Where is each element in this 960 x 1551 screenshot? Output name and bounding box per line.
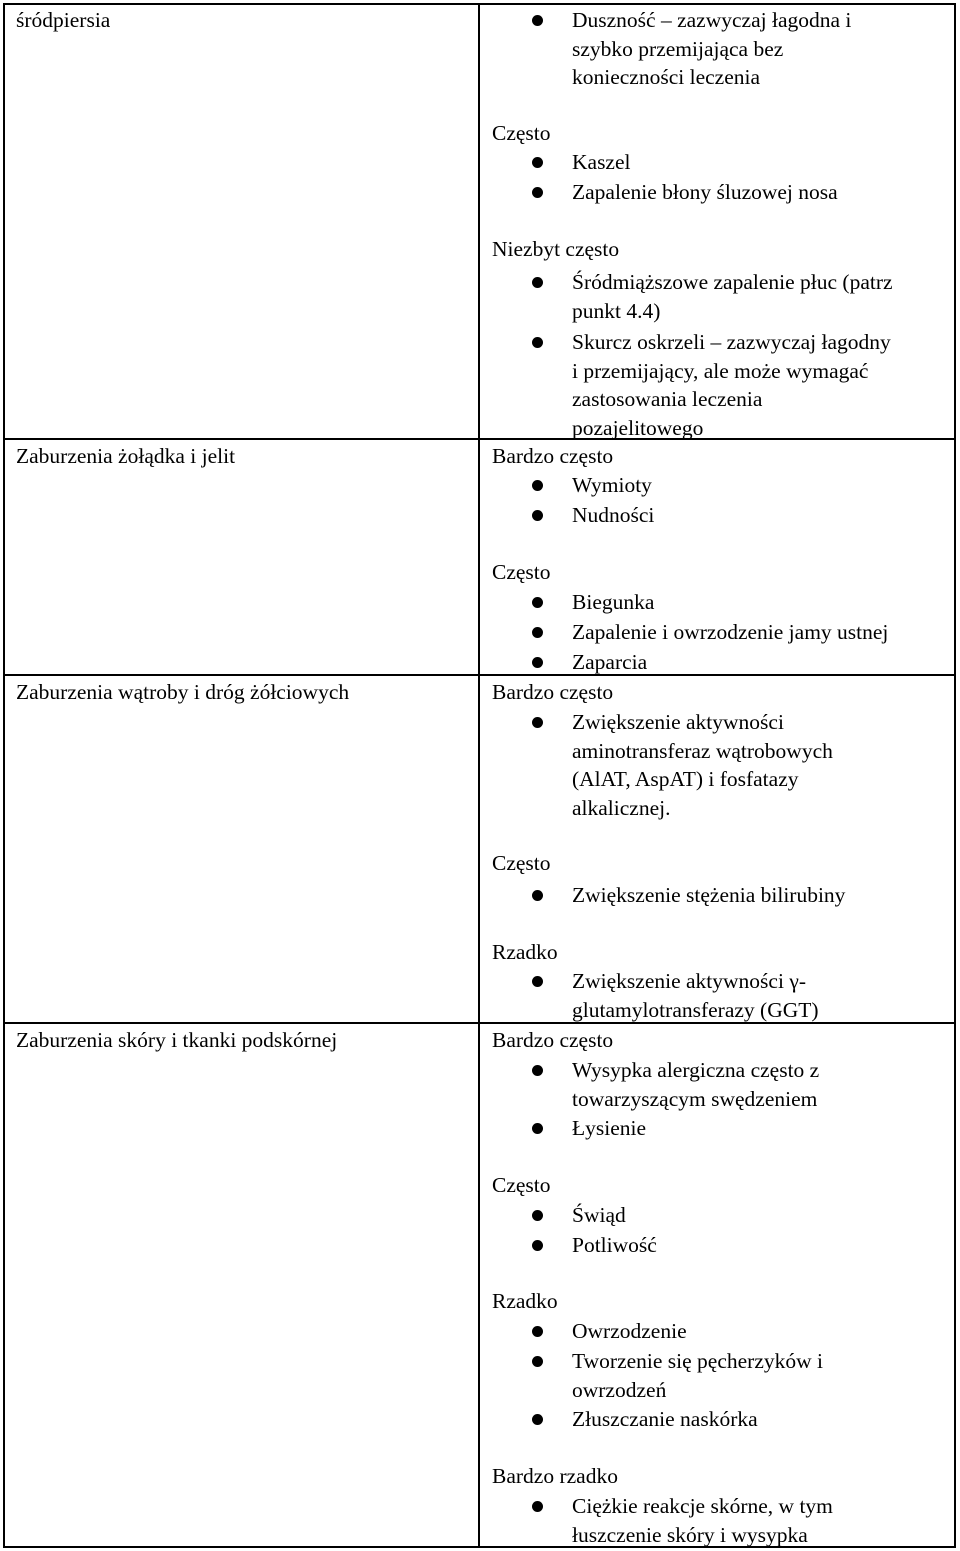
reaction-item-text: i przemijający, ale może wymagać — [572, 358, 869, 383]
bullet-icon — [532, 1210, 543, 1221]
reaction-item-text: Kaszel — [572, 150, 631, 174]
reaction-item-text: zastosowania leczenia — [572, 387, 763, 411]
reaction-item-text: Zwiększenie aktywności — [572, 710, 784, 734]
bullet-icon — [532, 976, 543, 987]
bullet-icon — [532, 1414, 543, 1425]
bullet-icon — [532, 717, 543, 728]
reaction-item-text: Łysienie — [572, 1116, 647, 1140]
bullet-icon — [532, 187, 543, 198]
reaction-item-text: Owrzodzenie — [572, 1319, 687, 1343]
row-divider — [3, 438, 956, 440]
bullet-icon — [532, 1501, 543, 1512]
frequency-label: Często — [492, 121, 551, 145]
bullet-icon — [532, 15, 543, 26]
frequency-label: Bardzo często — [492, 680, 614, 704]
bullet-icon — [532, 1326, 543, 1337]
reaction-item-text: Złuszczanie naskórka — [572, 1407, 758, 1431]
reaction-item-text: owrzodzeń — [572, 1377, 667, 1402]
bullet-icon — [532, 890, 543, 901]
reaction-item-text: Potliwość — [572, 1233, 657, 1257]
frequency-label: Rzadko — [492, 940, 558, 964]
bullet-icon — [532, 480, 543, 491]
reaction-item-text: Wymioty — [572, 473, 652, 497]
bullet-icon — [532, 597, 543, 608]
reaction-item-text: Zapalenie błony śluzowej nosa — [572, 180, 838, 204]
reaction-item-text: (AlAT, AspAT) i fosfatazy — [572, 767, 799, 791]
frequency-label: Bardzo często — [492, 444, 614, 468]
organ-class-label: Zaburzenia skóry i tkanki podskórnej — [16, 1028, 338, 1052]
reaction-item-text: Wysypka alergiczna często z — [572, 1058, 820, 1082]
frequency-label: Często — [492, 1173, 551, 1197]
bullet-icon — [532, 277, 543, 288]
organ-class-label: Zaburzenia żołądka i jelit — [16, 444, 236, 468]
reaction-item-text: Zwiększenie aktywności γ- — [572, 969, 806, 993]
reaction-item-text: pozajelitowego — [572, 415, 704, 440]
organ-class-label: śródpiersia — [16, 8, 111, 32]
column-divider — [478, 3, 480, 1548]
reaction-item-text: łuszczenie skóry i wysypka — [572, 1522, 808, 1547]
frequency-label: Często — [492, 560, 551, 584]
reaction-item-text: Zaparcia — [572, 650, 648, 674]
reaction-item-text: konieczności leczenia — [572, 65, 761, 89]
row-divider — [3, 674, 956, 676]
bullet-icon — [532, 1356, 543, 1367]
frequency-label: Często — [492, 851, 551, 875]
bullet-icon — [532, 657, 543, 668]
organ-class-label: Zaburzenia wątroby i dróg żółciowych — [16, 680, 350, 704]
reaction-item-text: punkt 4.4) — [572, 298, 661, 323]
reaction-item-text: Skurcz oskrzeli – zazwyczaj łagodny — [572, 330, 891, 354]
reaction-item-text: Ciężkie reakcje skórne, w tym — [572, 1494, 833, 1518]
bullet-icon — [532, 510, 543, 521]
reaction-item-text: Nudności — [572, 503, 655, 527]
frequency-label: Niezbyt często — [492, 237, 620, 261]
bullet-icon — [532, 337, 543, 348]
bullet-icon — [532, 1065, 543, 1076]
reaction-item-text: glutamylotransferazy (GGT) — [572, 997, 819, 1022]
bullet-icon — [532, 1240, 543, 1251]
reaction-item-text: alkalicznej. — [572, 795, 671, 820]
reaction-item-text: Duszność – zazwyczaj łagodna i — [572, 8, 852, 32]
frequency-label: Bardzo często — [492, 1028, 614, 1052]
reaction-item-text: Świąd — [572, 1203, 626, 1227]
bullet-icon — [532, 157, 543, 168]
reaction-item-text: Zapalenie i owrzodzenie jamy ustnej — [572, 620, 889, 644]
frequency-label: Rzadko — [492, 1289, 558, 1313]
reaction-item-text: towarzyszącym swędzeniem — [572, 1086, 818, 1111]
reaction-item-text: Biegunka — [572, 590, 655, 614]
reaction-item-text: aminotransferaz wątrobowych — [572, 738, 833, 763]
reaction-item-text: Śródmiąższowe zapalenie płuc (patrz — [572, 270, 893, 294]
bullet-icon — [532, 627, 543, 638]
reaction-item-text: szybko przemijająca bez — [572, 36, 784, 61]
frequency-label: Bardzo rzadko — [492, 1464, 618, 1488]
bullet-icon — [532, 1123, 543, 1134]
reaction-item-text: Tworzenie się pęcherzyków i — [572, 1349, 824, 1373]
reaction-item-text: Zwiększenie stężenia bilirubiny — [572, 883, 846, 907]
